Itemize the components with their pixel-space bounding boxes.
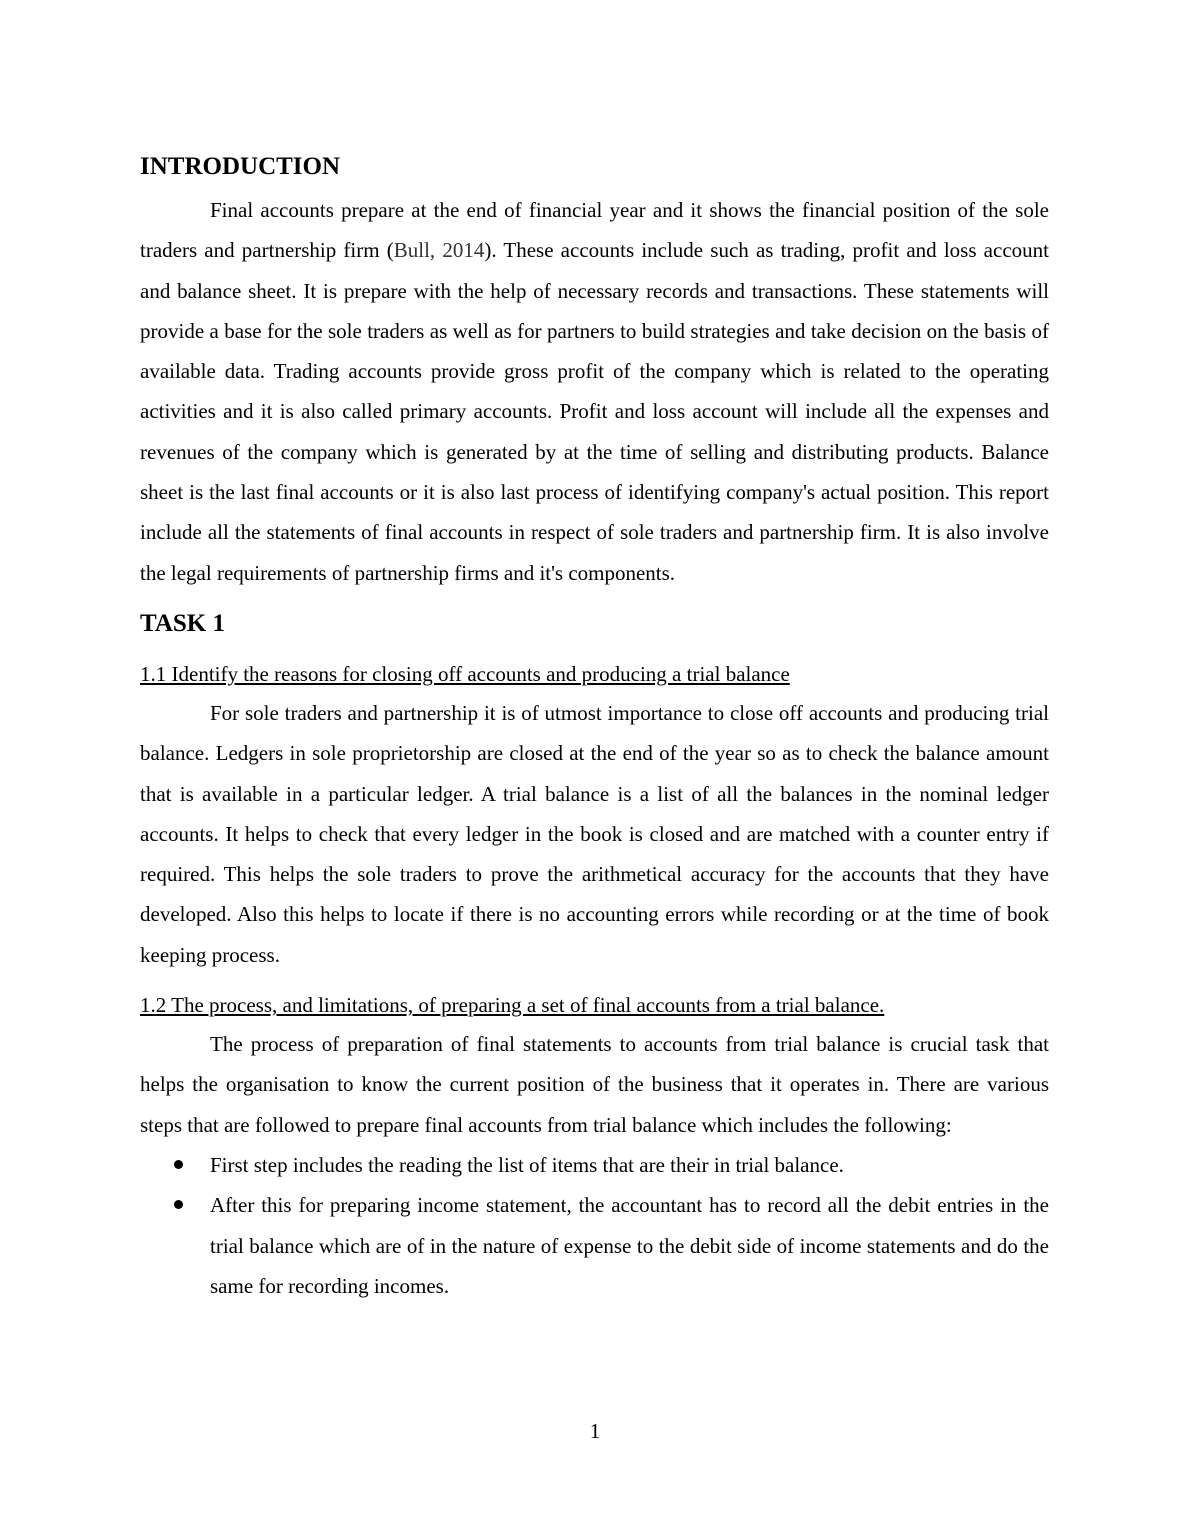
introduction-paragraph: [140, 190, 1049, 593]
page-number: 1: [589, 1419, 601, 1443]
citation: Bull, 2014: [393, 238, 485, 263]
introduction-text-before-citation: Final accounts prepare at the end of financial year and it shows the financial position of the sole traders and partnership firm (: [140, 198, 1049, 263]
introduction-heading: INTRODUCTION: [140, 153, 341, 180]
section-1-2-title: 1.2 The process, and limitations, of preparing a set of final accounts from a trial balance.: [140, 993, 885, 1018]
bullet-item: [140, 1145, 1049, 1185]
introduction-text-after-citation: ). These accounts include such as trading, profit and loss account and balance sheet. It is prepare with the help of necessary records and transactions. These statements will provide a base for the sole traders as well as for partners to build strategies and take decision on the basis of available data. Trading accounts provide gross profit of the company which is related to the operating activities and it is also called primary accounts. Profit and loss account will include all the expenses and revenues of the company which is generated by at the time of selling and distributing products. Balance sheet is the last final accounts or it is also last process of identifying company's actual position. This report include all the statements of final accounts in respect of sole traders and partnership firm. It is also involve the legal requirements of partnership firms and it's components.: [140, 238, 1049, 585]
document-page: [140, 150, 1049, 1306]
bullet-dot-icon: [174, 1160, 183, 1169]
bullet-text: After this for preparing income statement, the accountant has to record all the debit entries in the trial balance which are of in the nature of expense to the debit side of income statements and do the same for recording incomes.: [210, 1193, 1049, 1298]
bullet-text: First step includes the reading the list of items that are their in trial balance.: [210, 1152, 844, 1177]
section-1-2-paragraph: The process of preparation of final statements to accounts from trial balance is crucial task that helps the organisation to know the current position of the business that it operates in. There are various steps that are followed to prepare final accounts from trial balance which includes the following:: [140, 1032, 1049, 1137]
section-1-1-paragraph: For sole traders and partnership it is of utmost importance to close off accounts and producing trial balance. Ledgers in sole proprietorship are closed at the end of the year so as to check the balance amount that is available in a particular ledger. A trial balance is a list of all the balances in the nominal ledger accounts. It helps to check that every ledger in the book is closed and are matched with a counter entry if required. This helps the sole traders to prove the arithmetical accuracy for the accounts that they have developed. Also this helps to locate if there is no accounting errors while recording or at the time of book keeping process.: [140, 700, 1049, 967]
section-1-1-title: 1.1 Identify the reasons for closing off accounts and producing a trial balance: [140, 661, 790, 686]
bullet-dot-icon: [174, 1200, 183, 1209]
steps-bullet-list: [140, 1145, 1049, 1306]
task-1-heading: TASK 1: [140, 609, 225, 637]
bullet-item: [140, 1185, 1049, 1306]
